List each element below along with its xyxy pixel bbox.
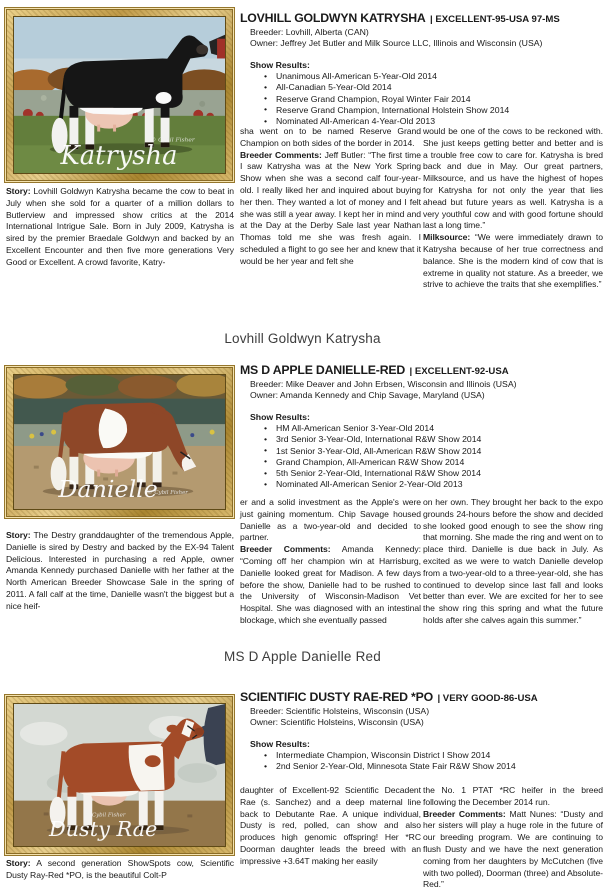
cow-photo-danielle [13,374,226,510]
info-block-danielle [240,361,602,491]
section-title [240,9,602,27]
animal-name: SCIENTIFIC DUSTY RAE-RED *PO [240,690,433,704]
body-paragraph: the No. 1 PTAT *RC heifer in the breed following the December 2014 run. [423,785,603,807]
owner-line: Owner: Jeffrey Jet Butler and Milk Source LLC, Illinois and Wisconsin (USA) [250,38,543,48]
section-title [240,688,602,706]
body-column-3-dusty-rae [423,785,603,891]
show-result-item: • Grand Champion, All-American R&W Show 2014 [264,457,602,468]
info-block-dusty-rae [240,688,602,773]
caption-katrysha: Lovhill Goldwyn Katrysha [224,331,381,346]
body-column-3-danielle [423,497,603,627]
story-column-danielle [6,530,234,613]
comments-label: Breeder Comments: [423,808,506,819]
show-results-heading: Show Results: [250,739,310,749]
show-results-list [264,423,602,491]
classification: | EXCELLENT-92-USA [409,366,509,377]
breeder-line: Breeder: Mike Deaver and John Erbsen, Wisconsin and Illinois (USA) [250,379,517,389]
photo-frame-katrysha [5,8,234,182]
body-column-2-dusty-rae [240,785,421,868]
body-column-2-danielle [240,497,421,627]
body-column-3-katrysha [423,126,603,291]
comments-label: Milksource: [423,232,471,243]
animal-name: LOVHILL GOLDWYN KATRYSHA [240,11,426,25]
photo-script-name: Danielle [58,475,158,504]
show-result-item: • Reserve Grand Champion, International Holstein Show 2014 [264,105,602,116]
photo-credit: © Cybil Fisher [84,812,126,819]
body-paragraph: Milksource: “We were immediately drawn to Katrysha because of her true correctness and balance. She is the modern kind of cow that is extreme in quality not stature. As a breeder, we strive to achieve the traits that she exemplifies.” [423,232,604,290]
show-results-heading: Show Results: [250,60,310,70]
show-result-item: • All-Canadian 5-Year-Old 2014 [264,82,602,93]
cow-photo-katrysha [13,16,226,174]
photo-frame-dusty-rae [5,695,234,855]
show-result-item: • 3rd Senior 3-Year-Old, International R&W Show 2014 [264,434,602,445]
show-result-item: • Nominated All-American Senior 2-Year-Old 2013 [264,479,602,490]
classification: | EXCELLENT-95-USA 97-MS [430,14,560,25]
body-paragraph: would be one of the cows to be reckoned with. She just keeps getting better and better and is a trouble free cow to care for. Katrysha is bred back and due in May. Our great partners, Milksource, and us have the highest of hopes for Katrysha for not only the year that lies ahead but future years as well. Katrysha is a very youthful cow and with good fortune should last a long time.” [423,126,603,231]
classification: | VERY GOOD-86-USA [437,693,538,704]
show-result-item: • Reserve Grand Champion, Royal Winter Fair 2014 [264,94,602,105]
show-results-heading: Show Results: [250,412,310,422]
body-paragraph: er and a solid investment as the Apple's were just gaining momentum. Chip Savage housed Danielle as a two-year-old and decided to partner. [240,497,421,543]
show-results-list [264,750,602,773]
body-paragraph: Breeder Comments: Matt Nunes: “Dusty and her sisters will play a huge role in the future of our breeding program. We are continuing to flush Dusty and we have the next generation coming from her daughters by McCutchen (five with two polled), Doorman (three) and Absolute-Red.” [423,808,603,890]
body-paragraph: sha went on to be named Reserve Grand Champion on both sides of the border in 2014. [240,126,421,148]
caption-danielle: MS D Apple Danielle Red [224,649,381,664]
owner-line: Owner: Scientific Holsteins, Wisconsin (USA) [250,717,424,727]
body-column-2-katrysha [240,126,421,268]
owner-line: Owner: Amanda Kennedy and Chip Savage, Maryland (USA) [250,390,485,400]
story-paragraph: Story: The Destry granddaughter of the tremendous Apple, Danielle is sired by Destry and backed by the EX-94 Talent Delicious. Interested in purchasing a red Apple, owner Amanda Kennedy purchased Danielle with her father at the North American Breeder Showcase Sale in the spring of 2011. A fall calf at the time, Danielle wasn't the biggest but a nice heif- [6,530,234,611]
photo-frame-danielle [5,366,234,518]
show-results-list [264,71,602,127]
body-paragraph: daughter of Excellent-92 Scientific Decadent Rae (s. Sanchez) and a deep maternal line back to Debutante Rae. A unique individual, Dusty is red, polled, can show and also produces high genomic offspring! Her *RC Doorman daughter leads the breed with an impressive +3.64T making her easily [240,785,421,866]
comments-label: Breeder Comments: [240,544,331,555]
show-result-item: • Unanimous All-American 5-Year-Old 2014 [264,71,602,82]
show-result-item: • HM All-American Senior 3-Year-Old 2014 [264,423,602,434]
comments-label: Breeder Comments: [240,149,322,160]
story-column-dusty-rae [6,858,234,882]
story-label: Story: [6,530,31,540]
cow-photo-dusty-rae [13,703,226,847]
story-paragraph: Story: A second generation ShowSpots cow, Scientific Dusty Ray-Red *PO, is the beautiful Colt-P [6,858,234,880]
story-label: Story: [6,186,31,196]
section-title [240,361,602,379]
show-result-item: • 2nd Senior 2-Year-Old, Minnesota State Fair R&W Show 2014 [264,761,602,772]
show-result-item: • 1st Senior 3-Year-Old, All-American R&W Show 2014 [264,446,602,457]
show-result-item: • 5th Senior 2-Year-Old, International R&W Show 2014 [264,468,602,479]
story-paragraph: Story: Lovhill Goldwyn Katrysha became the cow to beat in July when she sold for a quarter of a million dollars to Butlerview and impressed show critics at the 2014 International Intrigue Sale. Born in July 2009, Katrysha is sired by the premier Braedale Goldwyn and backed by an Excellent Encounter and then five more generations Very Good or Excellent. A crowd favorite, Katry- [6,186,235,267]
show-result-item: • Intermediate Champion, Wisconsin District I Show 2014 [264,750,602,761]
breeder-line: Breeder: Scientific Holsteins, Wisconsin (USA) [250,706,430,716]
body-paragraph: Breeder Comments: Jeff Butler: “The first time I saw Katrysha was at the New York Spring Show when she was a second calf four-year-old. I really liked her and inquired about buying her then. They wanted a lot of money and I felt she was still a year away. I kept her in mind and at the Day at the Derby Sale last year Nathan Thomas told me she was fresh again. I scheduled a flight to go see her and knew that it would be her year and felt she [240,149,421,266]
photo-script-name: Dusty Rae [49,817,158,842]
photo-credit: © Cybil Fisher [150,136,195,144]
story-column-katrysha [6,186,234,269]
info-block-katrysha [240,9,602,127]
animal-name: MS D APPLE DANIELLE-RED [240,363,406,377]
show-result-item: • Nominated All-American 4-Year-Old 2013 [264,116,602,127]
body-paragraph: Breeder Comments: Amanda Kennedy: “Coming off her champion win at Harrisburg, Danielle looked great for Madison. A few days before the show, Danielle had to be rushed to the University of Wisconsin-Madison Vet Hospital. She was diagnosed with an intestinal blockage, which she eventually passed [240,544,421,625]
breeder-line: Breeder: Lovhill, Alberta (CAN) [250,27,369,37]
story-label: Story: [6,858,31,868]
photo-credit: © Cybil Fisher [147,490,188,497]
body-paragraph: on her own. They brought her back to the expo grounds 24-hours before the show and decided she looked good enough to see the show ring that morning. She made the ring and went on to place third. Danielle is due back in July. As excited as we were to watch Danielle develop from a two-year-old to a three-year-old, she has continued to develop since last fall and looks better than ever. We are excited for her to see the show ring this spring and what the future holds after she calves again this summer.” [423,497,603,625]
photo-script-name: Katrysha [60,141,178,172]
